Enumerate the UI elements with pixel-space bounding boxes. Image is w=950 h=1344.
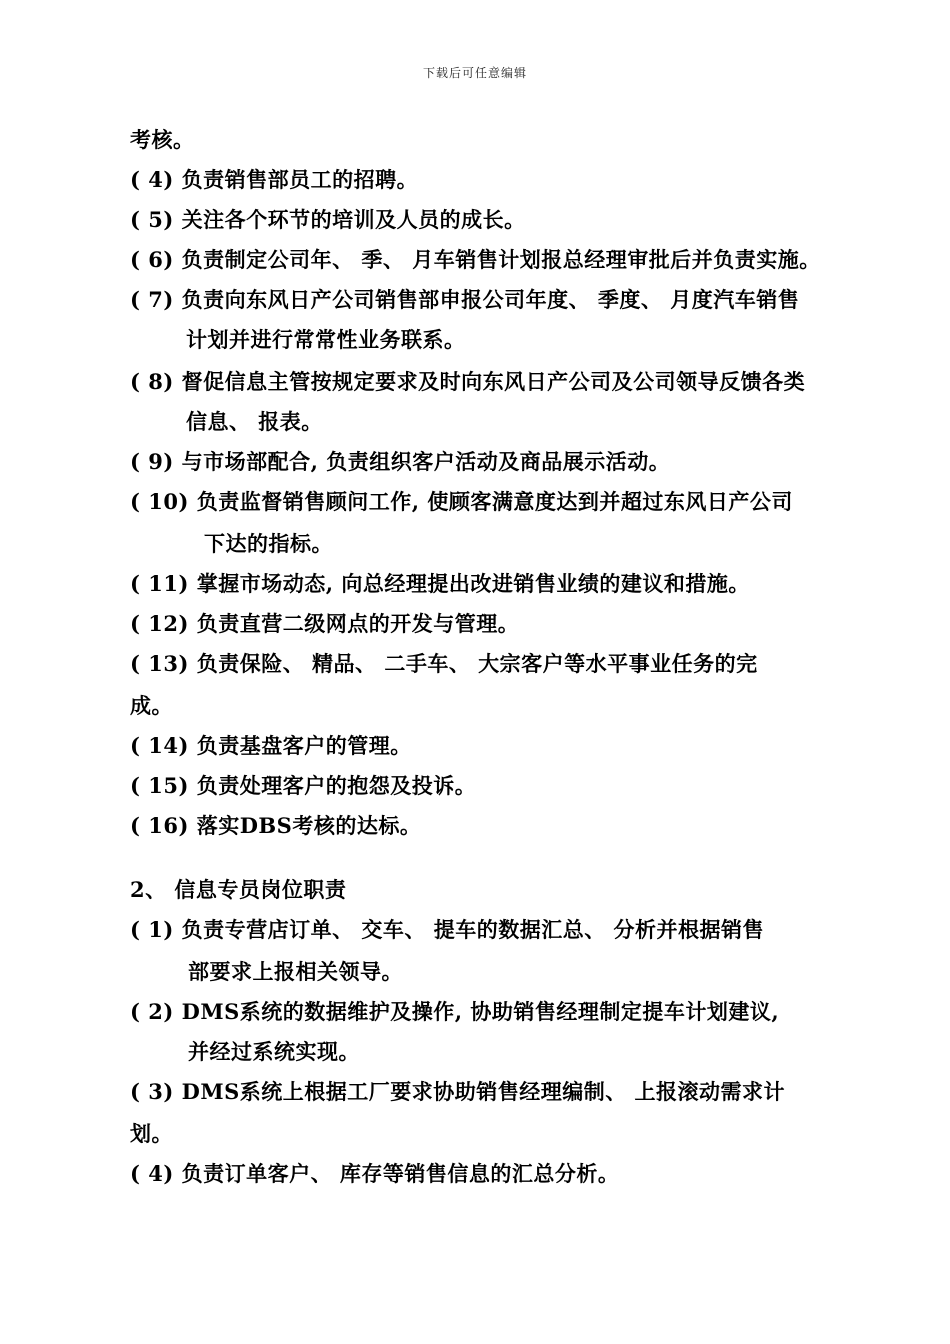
text-line: ( 7) 负责向东风日产公司销售部申报公司年度、 季度、 月度汽车销售 xyxy=(130,287,800,312)
text-line: ( 11) 掌握市场动态, 向总经理提出改进销售业绩的建议和措施。 xyxy=(130,571,750,596)
text-line: 划。 xyxy=(130,1121,173,1146)
text-line: ( 6) 负责制定公司年、 季、 月车销售计划报总经理审批后并负责实施。 xyxy=(130,247,821,272)
text-line: ( 16) 落实DBS考核的达标。 xyxy=(130,813,422,838)
text-line: ( 2) DMS系统的数据维护及操作, 协助销售经理制定提车计划建议, xyxy=(130,999,780,1024)
text-line: 下达的指标。 xyxy=(204,531,333,556)
text-line: 成。 xyxy=(130,693,173,718)
text-line: 考核。 xyxy=(130,127,195,152)
page-header: 下载后可任意编辑 xyxy=(422,66,527,80)
text-line: ( 13) 负责保险、 精品、 二手车、 大宗客户等水平事业任务的完 xyxy=(130,651,758,676)
text-line: ( 3) DMS系统上根据工厂要求协助销售经理编制、 上报滚动需求计 xyxy=(130,1079,786,1104)
text-line: ( 14) 负责基盘客户的管理。 xyxy=(130,733,412,758)
text-line: ( 1) 负责专营店订单、 交车、 提车的数据汇总、 分析并根据销售 xyxy=(130,917,765,942)
section-heading: 2、 信息专员岗位职责 xyxy=(130,877,347,902)
text-line: 计划并进行常常性业务联系。 xyxy=(186,327,466,352)
text-line: ( 10) 负责监督销售顾问工作, 使顾客满意度达到并超过东风日产公司 xyxy=(130,489,793,514)
text-line: 部要求上报相关领导。 xyxy=(188,959,403,984)
text-line: ( 4) 负责订单客户、 库存等销售信息的汇总分析。 xyxy=(130,1161,620,1186)
text-line: 信息、 报表。 xyxy=(186,409,323,434)
text-line: ( 9) 与市场部配合, 负责组织客户活动及商品展示活动。 xyxy=(130,449,671,474)
text-line: ( 5) 关注各个环节的培训及人员的成长。 xyxy=(130,207,526,232)
text-line: ( 15) 负责处理客户的抱怨及投诉。 xyxy=(130,773,477,798)
text-line: ( 8) 督促信息主管按规定要求及时向东风日产公司及公司领导反馈各类 xyxy=(130,369,806,394)
text-line: 并经过系统实现。 xyxy=(188,1039,360,1064)
text-line: ( 12) 负责直营二级网点的开发与管理。 xyxy=(130,611,520,636)
text-line: ( 4) 负责销售部员工的招聘。 xyxy=(130,167,419,192)
